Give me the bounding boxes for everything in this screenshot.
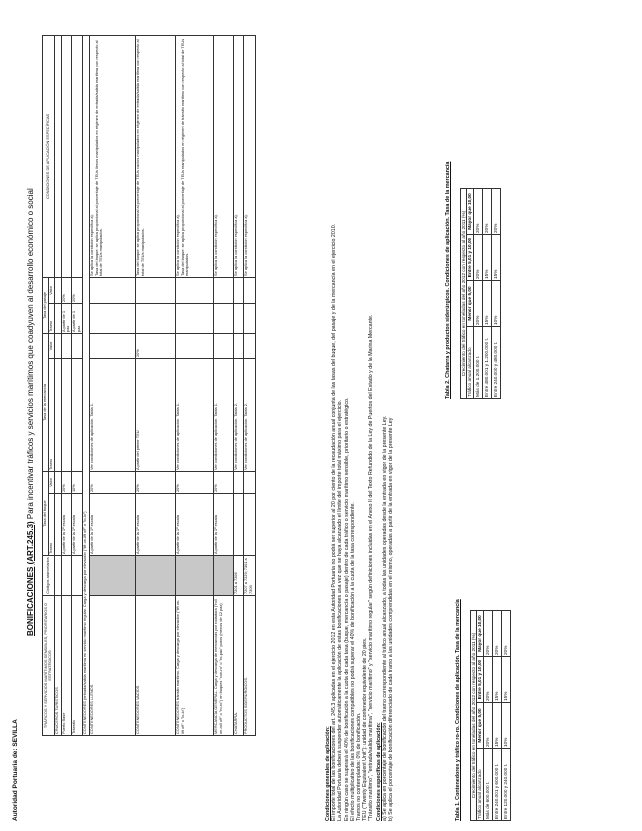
table-row bbox=[473, 188, 482, 398]
table-row bbox=[501, 610, 510, 820]
table-cell-b-valor bbox=[233, 471, 243, 493]
general-conditions bbox=[325, 6, 394, 821]
col-pasaje-header: Tasa del pasaje bbox=[43, 277, 49, 333]
table-row bbox=[243, 35, 255, 735]
table-cell-b-tramo: A partir de la 1ª escala bbox=[213, 494, 233, 556]
heading-article: (ART.245.3) bbox=[26, 521, 35, 565]
table-cell-m-tramo bbox=[61, 358, 72, 471]
table-cell-b-tramo bbox=[243, 494, 255, 556]
table1-col-header: Mayor que 10,00 bbox=[477, 610, 483, 656]
general-condition-line: Tramos no contemplados: 0% de bonificación. bbox=[356, 712, 363, 821]
sub-valor-header: Valor bbox=[48, 333, 54, 358]
row-label: Entre 240.000 y 480.000 t. bbox=[491, 327, 500, 399]
table-cell-b-tramo: A partir de la 1ª escala bbox=[72, 494, 83, 556]
table-cell-p-valor: 20% bbox=[61, 277, 72, 303]
authority-label: Autoridad Portuaria de: SEVILLA bbox=[12, 719, 19, 821]
col-mercancia-header: Tasa de la mercancía bbox=[43, 333, 49, 471]
table-cell-b-valor: 20% bbox=[175, 471, 213, 493]
table-cell-trafico: CONTENEDORES tránsito marítimo. Carga y descarga por elevación ("lift on-lift off" o "lo-lo") bbox=[175, 596, 213, 736]
table-cell-trafico: MERCANCÍA GENERAL. Carga y descarga de mercancías por rodadura ("roll on-roll off" o "ro-ro") en buques "con-ro" o "ro-pax" puros (menos de 12 pax) bbox=[213, 596, 233, 736]
table-cell-cond bbox=[61, 35, 72, 277]
table-row bbox=[135, 35, 175, 735]
table-cell-m-valor bbox=[213, 333, 233, 358]
table2-col-header: Entre 5,01 y 10,00 bbox=[467, 235, 473, 281]
general-condition-line: El efecto multiplicativo de las bonificaciones compatibles no podrá superar el 40% de bonificación a la cuota de la tasa correspondiente. bbox=[349, 502, 356, 821]
table-cell-b-tramo: A partir de la 1ª escala bbox=[135, 494, 175, 556]
col-buque-header: Tasa del buque bbox=[43, 471, 49, 555]
bonifications-table bbox=[42, 35, 256, 736]
value-cell: 20% bbox=[491, 188, 500, 234]
value-cell: 20% bbox=[482, 188, 491, 234]
table-cell-trafico: CRUCEROS TURÍSTICOS bbox=[54, 596, 61, 736]
value-cell: 15% bbox=[492, 703, 501, 749]
table-cell-trafico: Puerto Base bbox=[61, 596, 72, 736]
table-cell-trafico: CONTENEDORES LLENOS bbox=[89, 596, 135, 736]
table2-col-traffic: Tráfico anual alcanzado bbox=[467, 327, 473, 399]
table-cell-m-tramo: Ver condiciones de aplicación. Tabla 2. bbox=[233, 358, 243, 471]
table-cell-p-valor bbox=[135, 277, 175, 303]
table-cell-codigos: 7201 a 7206 bbox=[233, 556, 243, 596]
general-condition-line: "Tránsito marítimo", "entrada/salida marítima", "servicio marítimo" y "servicio marítimo regular" según definiciones incluidas en el Anexo II del Texto Refundido de la Ley de Puertos del Estado y de la Marina Mercante. bbox=[368, 314, 375, 821]
value-cell: 20% bbox=[501, 610, 510, 656]
table-cell-cond bbox=[54, 35, 61, 277]
table2-subtitle: Crecimiento del tráfico en toneladas del año 2012 con respecto al año 2011 (%) bbox=[461, 188, 467, 398]
table-cell-cond: Se aplica la condición específica a). bbox=[213, 35, 233, 277]
general-condition-line: En ningún caso se superará el 40% de bonificación a la cuota de cada tasa (buque, mercancía o pasaje) dentro de cada tráfico o servicio marítimo sensible, prioritario o estratégico. bbox=[343, 397, 350, 821]
table-row bbox=[54, 35, 61, 735]
table1-col-header: Entre 5,01 y 10,00 bbox=[477, 657, 483, 703]
table2-body bbox=[473, 188, 500, 398]
table2-col-header: Menor que 5,00 bbox=[467, 281, 473, 327]
table-cell-m-valor: 20% bbox=[135, 333, 175, 358]
col-traficos-header: TRÁFICOS Y SERVICIOS MARÍTIMOS SENSIBLES, PRIORITARIOS O ESTRATÉGICOS bbox=[43, 596, 55, 736]
table-cell-m-tramo: A partir del primer TEU bbox=[135, 358, 175, 471]
general-conditions-title: Condiciones generales de aplicación: bbox=[325, 726, 331, 821]
table-cell-p-valor bbox=[213, 277, 233, 303]
general-condition-line: TEU ("Twenty Equivalent Unit"): unidad de contenedor equivalente de 20 pies. bbox=[362, 637, 369, 821]
table-cell-p-tramo bbox=[243, 303, 255, 333]
table2-title: Tabla 2. Chatarra y productos siderúrgicos. Condiciones de aplicación. Tasa de la mercancía bbox=[445, 161, 451, 399]
table-row bbox=[213, 35, 233, 735]
table-cell-b-tramo: A partir de la 1ª escala bbox=[61, 494, 72, 556]
table-cell-trafico: CHATARRA. bbox=[233, 596, 243, 736]
table-cell-b-valor: 20% bbox=[61, 471, 72, 493]
col-condiciones-header: CONDICIONES DE APLICACIÓN ESPECÍFICAS bbox=[43, 35, 55, 277]
table2-col-header: Mayor que 10,00 bbox=[467, 188, 473, 234]
table-cell-b-tramo bbox=[233, 494, 243, 556]
table-cell-b-tramo: A partir de la 1ª escala bbox=[89, 494, 135, 556]
table-cell-b-valor: 20% bbox=[213, 471, 233, 493]
bonifications-table-body bbox=[54, 35, 255, 735]
table-cell-cond bbox=[72, 35, 83, 277]
table-row bbox=[483, 610, 492, 820]
table-cell-codigos bbox=[175, 556, 213, 596]
table-cell-b-valor: 20% bbox=[89, 471, 135, 493]
table-cell-codigos bbox=[213, 556, 233, 596]
table-cell-m-valor bbox=[61, 333, 72, 358]
sub-tramo-header: Tramo bbox=[48, 358, 54, 471]
table-cell-m-tramo: Ver condiciones de aplicación. Tabla 2. bbox=[243, 358, 255, 471]
table-cell-p-valor: 20% bbox=[72, 277, 83, 303]
table-row bbox=[491, 188, 500, 398]
value-cell: 10% bbox=[491, 281, 500, 327]
table-cell-trafico: CONTENEDORES VACÍOS bbox=[135, 596, 175, 736]
table-cell-trafico: Tránsito bbox=[72, 596, 83, 736]
table-cell-codigos bbox=[72, 556, 83, 596]
col-codigos-header: Códigos arancelarios bbox=[43, 556, 55, 596]
table-row bbox=[61, 35, 72, 735]
table-row bbox=[72, 35, 83, 735]
table-cell-p-tramo bbox=[89, 303, 135, 333]
value-cell: 20% bbox=[483, 703, 492, 749]
value-cell: 15% bbox=[482, 281, 491, 327]
heading-rest: Para incentivar tráficos y servicios marítimos que coadyuven al desarrollo económico o social bbox=[26, 188, 35, 520]
table-cell-b-tramo: A partir de la 1ª escala bbox=[175, 494, 213, 556]
table-cell-p-tramo bbox=[135, 303, 175, 333]
value-cell: 15% bbox=[501, 657, 510, 703]
table-cell-p-tramo bbox=[175, 303, 213, 333]
table-cell-m-tramo: Ver condiciones de aplicación. Tabla 1. bbox=[175, 358, 213, 471]
specific-condition-line: b) Se aplica el porcentaje de bonificación diferenciado de cada tramo a las unidades comprendidas en el mismo, operadas a partir de la entrada en vigor de la presente Ley bbox=[388, 417, 395, 821]
row-label: Entre 480.001 y 1.200.000 t. bbox=[482, 327, 491, 399]
table-cell-cond: Se aplica la condición específica a). bbox=[233, 35, 243, 277]
table-row bbox=[482, 188, 491, 398]
table-cell-b-valor: 10% bbox=[72, 471, 83, 493]
table2 bbox=[460, 188, 501, 399]
value-cell: 20% bbox=[473, 235, 482, 281]
sub-valor-header: Valor bbox=[48, 471, 54, 493]
sub-tramo-header: Tramo bbox=[48, 303, 54, 333]
specific-condition-line: a) Se aplica en porcentaje de bonificación del tramo correspondiente al tráfico anual alcanzado, a todas las unidades operadas desde la entrada en vigor de la presente Ley. bbox=[381, 415, 388, 821]
table-cell-codigos bbox=[135, 556, 175, 596]
table-cell-codigos: 7207 a 7229; 7301 a 7309 bbox=[243, 556, 255, 596]
table-cell-cond: Se aplica la condición específica a). bbox=[243, 35, 255, 277]
table1-subtitle: Crecimiento del tráfico en toneladas del año 2012 con respecto al año 2011 (%) bbox=[471, 610, 477, 820]
table-row bbox=[492, 610, 501, 820]
value-cell: 15% bbox=[491, 235, 500, 281]
sub-tramo-header: Tramo bbox=[48, 494, 54, 556]
table-cell-p-tramo bbox=[213, 303, 233, 333]
heading-bold: BONIFICACIONES bbox=[26, 566, 35, 636]
table-cell-m-tramo bbox=[54, 358, 61, 471]
value-cell: 10% bbox=[501, 703, 510, 749]
value-cell: 20% bbox=[483, 610, 492, 656]
table-cell-p-tramo: A partir de 1 pax bbox=[61, 303, 72, 333]
value-cell: 20% bbox=[492, 610, 501, 656]
general-condition-line: El importe total de las bonificaciones del art. 245.3 aplicadas en el ejercicio 2012 en esta Autoridad Portuaria no podrá ser superior al 20 por ciento de la recaudación anual conjunta de las tasas del buque, del pasaje y de la mercancía en el ejercicio 2010. bbox=[331, 223, 338, 821]
table-cell-cond: Tasa del buque: se aplica proporcional al porcentaje de TEUs vacíos manipulados en régimen de entrada/salida marítima con respecto al total de TEUs manipulados. bbox=[135, 35, 175, 277]
table-cell-p-valor bbox=[233, 277, 243, 303]
table-cell-m-valor bbox=[89, 333, 135, 358]
table-cell-codigos bbox=[89, 556, 135, 596]
row-label: Más de 600.000 t. bbox=[483, 749, 492, 821]
table-cell-p-tramo bbox=[233, 303, 243, 333]
value-cell: 20% bbox=[483, 657, 492, 703]
table-row bbox=[233, 35, 243, 735]
table-cell-m-valor bbox=[233, 333, 243, 358]
table-cell-m-tramo bbox=[72, 358, 83, 471]
table1-col-traffic: Tráfico anual alcanzado bbox=[477, 749, 483, 821]
row-label: Entre 240.001 y 600.000 t. bbox=[492, 749, 501, 821]
table1 bbox=[470, 610, 511, 821]
table-cell-cond: Se aplica la condición específica a). Tasa del buque: se aplica proporcional al porcentaje de TEUs llenos manipulados en régimen de entrada/salida marítima con respecto al total de TEUs manipulados. bbox=[89, 35, 135, 277]
value-cell: 20% bbox=[473, 281, 482, 327]
table1-title: Tabla 1. Contenedores y tráfico ro-ro. Condiciones de aplicación. Tasa de la mercancía bbox=[455, 599, 461, 821]
table-cell-p-valor bbox=[89, 277, 135, 303]
table-cell-cond: Se aplica la condición específica a). Tasa del buque: se aplica proporcional al porcentaje de TEUs manipulados en régimen de tránsito marítimo con respecto al total de TEUs manipulados. bbox=[175, 35, 213, 277]
table-row bbox=[175, 35, 213, 735]
row-label: Entre 120.000 y 240.000 t. bbox=[501, 749, 510, 821]
specific-conditions-title: Condiciones específicas de aplicación: bbox=[375, 722, 382, 821]
table-cell-b-valor: 20% bbox=[135, 471, 175, 493]
value-cell: 15% bbox=[482, 235, 491, 281]
table-cell-trafico: PRODUCTOS SIDERÚRGICOS. bbox=[243, 596, 255, 736]
table-cell-codigos bbox=[61, 556, 72, 596]
table-cell-p-tramo: A partir de 1 pax bbox=[72, 303, 83, 333]
value-cell: 15% bbox=[492, 657, 501, 703]
table-row bbox=[82, 35, 89, 735]
table-cell-p-valor bbox=[175, 277, 213, 303]
table1-col-header: Menor que 5,00 bbox=[477, 703, 483, 749]
table-cell-p-valor bbox=[243, 277, 255, 303]
general-condition-line: La Autoridad Portuaria deberá suspender automáticamente la aplicación de estas bonificaciones una vez que se haya alcanzado el límite del importe total máximo para el ejercicio. bbox=[337, 399, 344, 821]
table1-body bbox=[483, 610, 510, 820]
table-cell-codigos bbox=[54, 556, 61, 596]
section-row-label: CONTENEDORES (entrada/salida marítima en servicio marítimo regular. Carga y descarga por elevación ("lift on-lift off" o "lo-lo") bbox=[82, 35, 89, 735]
page-heading bbox=[26, 188, 35, 636]
table-cell-m-tramo: Ver condiciones de aplicación. Tabla 1. bbox=[89, 358, 135, 471]
table-cell-m-valor bbox=[243, 333, 255, 358]
table-cell-m-valor bbox=[72, 333, 83, 358]
table-cell-m-valor bbox=[175, 333, 213, 358]
row-label: Más de 1.200.000 t. bbox=[473, 327, 482, 399]
table-cell-m-valor bbox=[54, 333, 61, 358]
sub-valor-header: Valor bbox=[48, 277, 54, 303]
table-row bbox=[89, 35, 135, 735]
table-cell-b-valor bbox=[243, 471, 255, 493]
table-cell-m-tramo: Ver condiciones de aplicación. Tabla 1. bbox=[213, 358, 233, 471]
value-cell: 20% bbox=[473, 188, 482, 234]
